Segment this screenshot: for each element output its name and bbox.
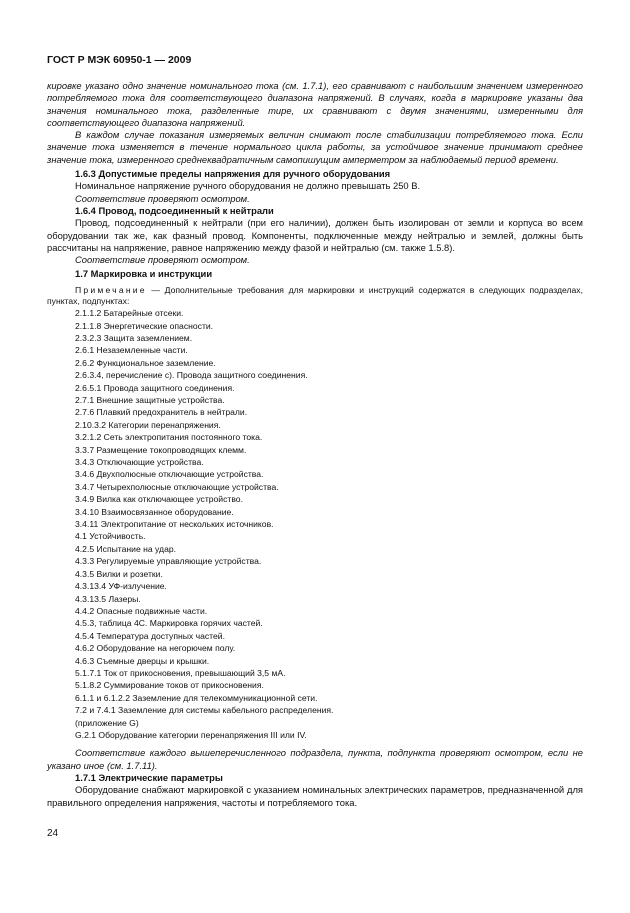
neutral-wire-paragraph: Провод, подсоединенный к нейтрали (при его наличии), должен быть изолирован от земли и корпуса во всем оборудовании так же, как фазный провод. Компоненты, подключенные между нейтралью и землей, должны быть рассчитаны на напряжение, равное напряжению между фазой и нейтралью (см. также 1.5.8). — [47, 217, 583, 253]
heading-1-7: 1.7 Маркировка и инструкции — [75, 268, 213, 280]
list-item: 4.5.4 Температура доступных частей. — [75, 630, 225, 641]
heading-1-6-3: 1.6.3 Допустимые пределы напряжения для ручного оборудования — [75, 168, 391, 180]
list-item: 2.6.5.1 Провода защитного соединения. — [75, 382, 235, 393]
list-item: 4.3.13.4 УФ-излучение. — [75, 581, 167, 592]
list-item: 3.4.10 Взаимосвязанное оборудование. — [75, 506, 234, 517]
heading-1-6-4: 1.6.4 Провод, подсоединенный к нейтрали — [75, 204, 274, 216]
measurement-paragraph: В каждом случае показания измеряемых величин снимают после стабилизации потребляемого тока. Если значение тока изменяется в течение нормального цикла работы, за устойчивое значение принимают среднее значение тока, измеренного среднеквадратичным самопишущим амперметром за наблюдаемый период времени. — [47, 129, 583, 165]
voltage-limit-paragraph: Номинальное напряжение ручного оборудования не должно превышать 250 В. — [75, 180, 421, 192]
list-item: 4.4.2 Опасные подвижные части. — [75, 605, 208, 616]
electrical-params-paragraph: Оборудование снабжают маркировкой с указанием номинальных электрических параметров, предназначенной для правильного определения напряжения, частоты и потребляемого тока. — [47, 784, 583, 808]
list-item: 2.6.1 Незаземленные части. — [75, 345, 188, 356]
list-item: 5.1.8.2 Суммирование токов от прикосновения. — [75, 680, 264, 691]
list-item: 7.2 и 7.4.1 Заземление для системы кабельного распределения. — [75, 705, 334, 716]
list-item: (приложение G) — [75, 717, 139, 728]
list-item: 4.5.3, таблица 4С. Маркировка горячих частей. — [75, 618, 263, 629]
compliance-note-3: Соответствие каждого вышеперечисленного подраздела, пункта, подпункта проверяют осмотром, если не указано иное (см. 1.7.11). — [47, 747, 583, 771]
list-item: G.2.1 Оборудование категории перенапряжения III или IV. — [75, 729, 307, 740]
heading-1-7-1: 1.7.1 Электрические параметры — [75, 771, 223, 783]
list-item: 2.6.2 Функциональное заземление. — [75, 357, 216, 368]
list-item: 3.4.6 Двухполюсные отключающие устройства. — [75, 469, 264, 480]
list-item: 2.7.1 Внешние защитные устройства. — [75, 395, 225, 405]
continued-paragraph: кировке указано одно значение номинального тока (см. 1.7.1), его сравнивают с наибольшим значением измеренного потребляемого тока для соответствующего диапазона напряжений. В случаях, когда в маркировке указаны два значения номинального тока, разделенные тире, их сравнивают с двумя значениями, измеренными для соответствующего диапазона напряжений. — [47, 80, 583, 128]
list-item: 2.6.3.4, перечисление с). Провода защитного соединения. — [75, 370, 308, 381]
list-item: 2.3.2.3 Защита заземлением. — [75, 332, 193, 343]
note-label: Примечание — [75, 284, 147, 295]
compliance-note-1: Соответствие проверяют осмотром. — [75, 192, 250, 204]
list-item: 3.4.3 Отключающие устройства. — [75, 457, 204, 468]
list-item: 5.1.7.1 Ток от прикосновения, превышающий 3,5 мА. — [75, 667, 286, 678]
list-item: 2.1.1.2 Батарейные отсеки. — [75, 308, 184, 319]
reference-list — [47, 307, 583, 741]
list-item: 2.7.6 Плавкий предохранитель в нейтрали. — [75, 407, 248, 418]
list-item: 4.1 Устойчивость. — [75, 531, 146, 542]
list-item: 4.3.3 Регулируемые управляющие устройства. — [75, 556, 262, 567]
list-item: 4.3.5 Вилки и розетки. — [75, 568, 163, 579]
list-item: 3.4.9 Вилка как отключающее устройство. — [75, 494, 243, 505]
list-item: 4.3.13.5 Лазеры. — [75, 593, 141, 604]
list-item: 2.10.3.2 Категории перенапряжения. — [75, 419, 221, 430]
list-item: 3.3.7 Размещение токопроводящих клемм. — [75, 444, 247, 455]
list-item: 3.2.1.2 Сеть электропитания постоянного тока. — [75, 432, 263, 443]
list-item: 4.6.2 Оборудование на негорючем полу. — [75, 643, 236, 654]
page-number: 24 — [47, 828, 59, 839]
list-item: 3.4.7 Четырехполюсные отключающие устройства. — [75, 481, 279, 492]
list-item: 3.4.11 Электропитание от нескольких источников. — [75, 519, 274, 530]
compliance-note-2: Соответствие проверяют осмотром. — [75, 254, 250, 266]
list-item: 4.6.3 Съемные дверцы и крышки. — [75, 655, 210, 666]
note-text: — Дополнительные требования для маркировки и инструкций содержатся в следующих подразделах, пунктах, подпунктах: — [47, 284, 583, 306]
standard-header: ГОСТ Р МЭК 60950-1 — 2009 — [47, 54, 192, 66]
list-item: 4.2.5 Испытание на удар. — [75, 543, 177, 554]
note-paragraph — [47, 285, 583, 307]
list-item: 6.1.1 и 6.1.2.2 Заземление для телекоммуникационной сети. — [75, 692, 318, 703]
list-item: 2.1.1.8 Энергетические опасности. — [75, 320, 214, 331]
page-body — [47, 80, 583, 809]
